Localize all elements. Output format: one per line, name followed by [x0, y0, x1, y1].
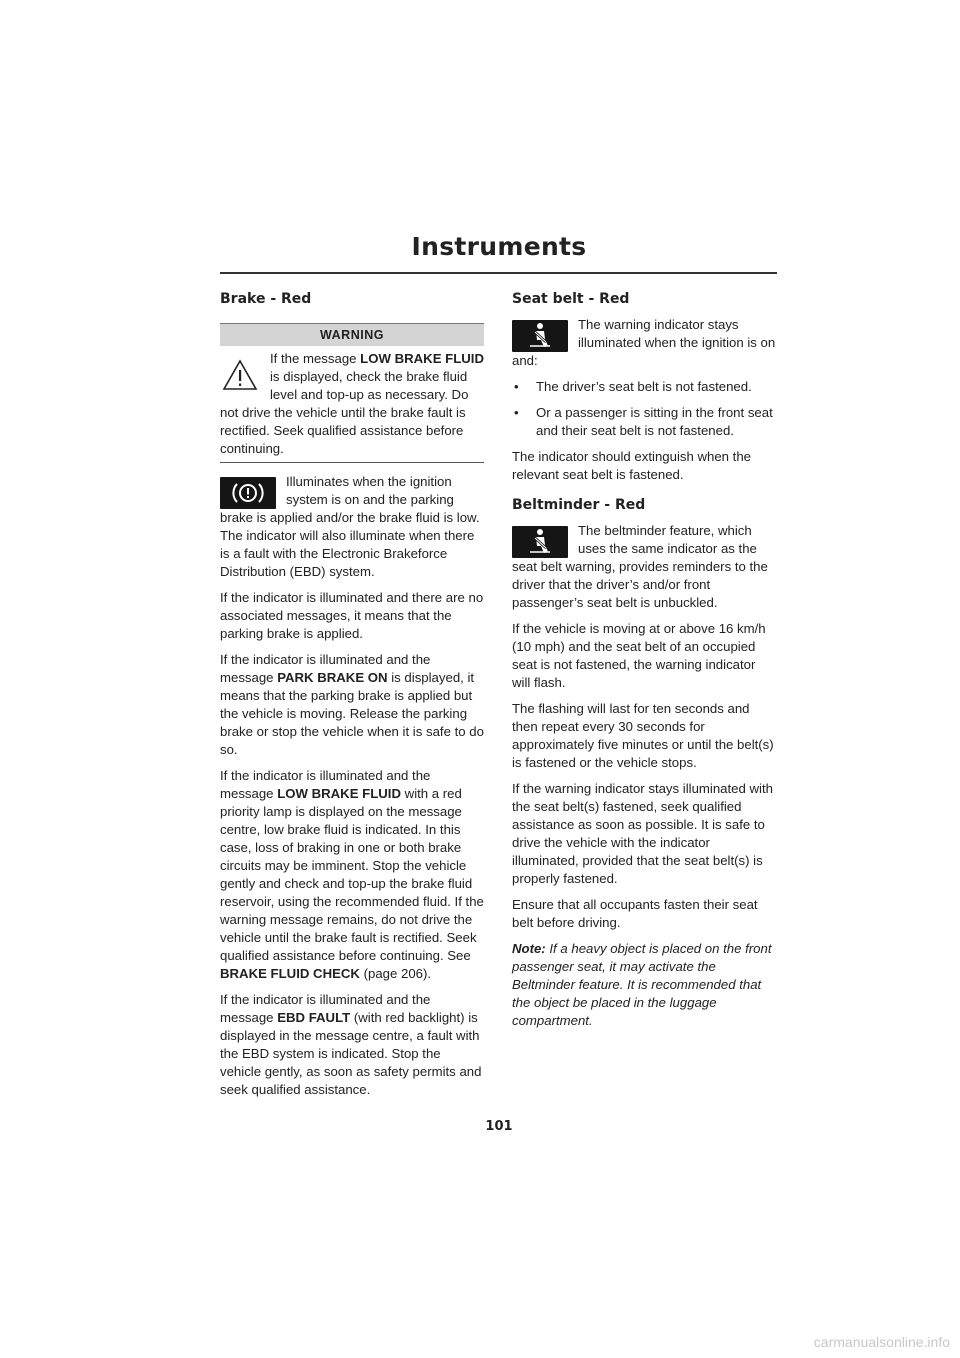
beltminder-paragraph-3: The flashing will last for ten seconds and then repeat every 30 seconds for approximately five minutes or until the belt(s) is fastened or the vehicle stops.	[512, 701, 774, 770]
seat-belt-indicator-block	[512, 316, 776, 378]
brake-paragraph-1: Illuminates when the ignition system is on and the parking brake is applied and/or the brake fluid is low. The indicator will also illuminate when there is a fault with the Electronic Brakeforce Distribution (EBD) system.	[220, 474, 480, 579]
seat-belt-bullet-1	[512, 378, 776, 396]
brake-paragraph-3	[220, 651, 484, 759]
page-number: 101	[485, 1119, 513, 1134]
p5-message: EBD FAULT	[277, 1010, 351, 1025]
seat-belt-paragraph-1: The warning indicator stays illuminated when the ignition is on and:	[512, 317, 776, 368]
brake-warning-icon	[220, 477, 276, 509]
beltminder-indicator-block	[512, 522, 776, 620]
p4-message: LOW BRAKE FLUID	[277, 786, 401, 801]
note-label: Note:	[512, 941, 546, 956]
p3-message: PARK BRAKE ON	[277, 670, 388, 685]
p3-text-a: If the indicator is illuminated and the message	[220, 652, 431, 685]
beltminder-paragraph-4: If the warning indicator stays illuminated with the seat belt(s) fastened, seek qualified assistance as soon as possible. It is safe to drive the vehicle with the indicator illuminated, provided that the seat belt(s) is properly fastened.	[512, 781, 773, 886]
seat-belt-paragraph-2: The indicator should extinguish when the relevant seat belt is fastened.	[512, 449, 751, 482]
beltminder-paragraph-1: The beltminder feature, which uses the same indicator as the seat belt warning, provides reminders to the driver that the driver’s and/or front passenger’s seat belt is unbuckled.	[512, 523, 768, 610]
brake-red-heading: Brake - Red	[220, 291, 312, 307]
p4-cross-reference: BRAKE FLUID CHECK	[220, 966, 360, 981]
seat-belt-icon	[512, 526, 568, 558]
p3-text-c: is displayed, it means that the parking brake is applied but the vehicle is moving. Release the parking brake or stop the vehicle when it is safe to do so.	[220, 670, 484, 757]
bullet-1-text: The driver’s seat belt is not fastened.	[536, 379, 752, 394]
title-divider	[220, 272, 777, 274]
seat-belt-bullet-2	[512, 404, 776, 440]
p4-text-a: If the indicator is illuminated and the message	[220, 768, 431, 801]
brake-indicator-block	[220, 473, 484, 589]
warning-text-a: If the message	[270, 351, 361, 366]
beltminder-paragraph-2: If the vehicle is moving at or above 16 km/h (10 mph) and the seat belt of an occupied seat is not fastened, the warning indicator will flash.	[512, 621, 766, 690]
brake-paragraph-4	[220, 767, 484, 983]
warning-label: WARNING	[220, 323, 484, 346]
note-paragraph	[512, 940, 776, 1030]
brake-paragraph-2: If the indicator is illuminated and there are no associated messages, it means that the parking brake is applied.	[220, 590, 484, 641]
p4-text-c: with a red priority lamp is displayed on the message centre, low brake fluid is indicated. In this case, loss of braking in one or both brake circuits may be imminent. Stop the vehicle gently and check and top-up the brake fluid reservoir, using the recommended fluid. If the warning message remains, do not drive the vehicle until the brake fault is rectified. Seek qualified assistance before continuing. See	[220, 786, 484, 963]
p5-text-a: If the indicator is illuminated and the message	[220, 992, 431, 1025]
bullet-2-text: Or a passenger is sitting in the front seat and their seat belt is not fastened.	[536, 405, 773, 438]
p5-text-c: (with red backlight) is displayed in the message centre, a fault with the EBD system is indicated. Stop the vehicle gently, as soon as safety permits and seek qualified assistance.	[220, 1010, 482, 1097]
warning-body	[220, 346, 484, 463]
right-column	[512, 290, 776, 1038]
watermark: carmanualsonline.info	[813, 1334, 950, 1350]
warning-message-name: LOW BRAKE FLUID	[360, 351, 484, 366]
p4-text-e: (page 206).	[359, 966, 432, 981]
warning-triangle-icon	[220, 356, 266, 396]
beltminder-paragraph-5: Ensure that all occupants fasten their seat belt before driving.	[512, 897, 758, 930]
left-column	[220, 290, 484, 1107]
seat-belt-heading: Seat belt - Red	[512, 291, 630, 307]
brake-paragraph-5	[220, 991, 484, 1099]
warning-text-c: is displayed, check the brake fluid level and top-up as necessary. Do not drive the vehicle until the brake fault is rectified. Seek qualified assistance before continuing.	[220, 369, 469, 456]
beltminder-heading: Beltminder - Red	[512, 497, 646, 513]
note-text: If a heavy object is placed on the front passenger seat, it may activate the Beltminder feature. It is recommended that the object be placed in the luggage compartment.	[512, 941, 772, 1028]
page-title: Instruments	[411, 232, 587, 261]
bullet-dot: •	[514, 405, 519, 420]
seat-belt-icon	[512, 320, 568, 352]
bullet-dot: •	[514, 379, 519, 394]
warning-box	[220, 323, 484, 463]
